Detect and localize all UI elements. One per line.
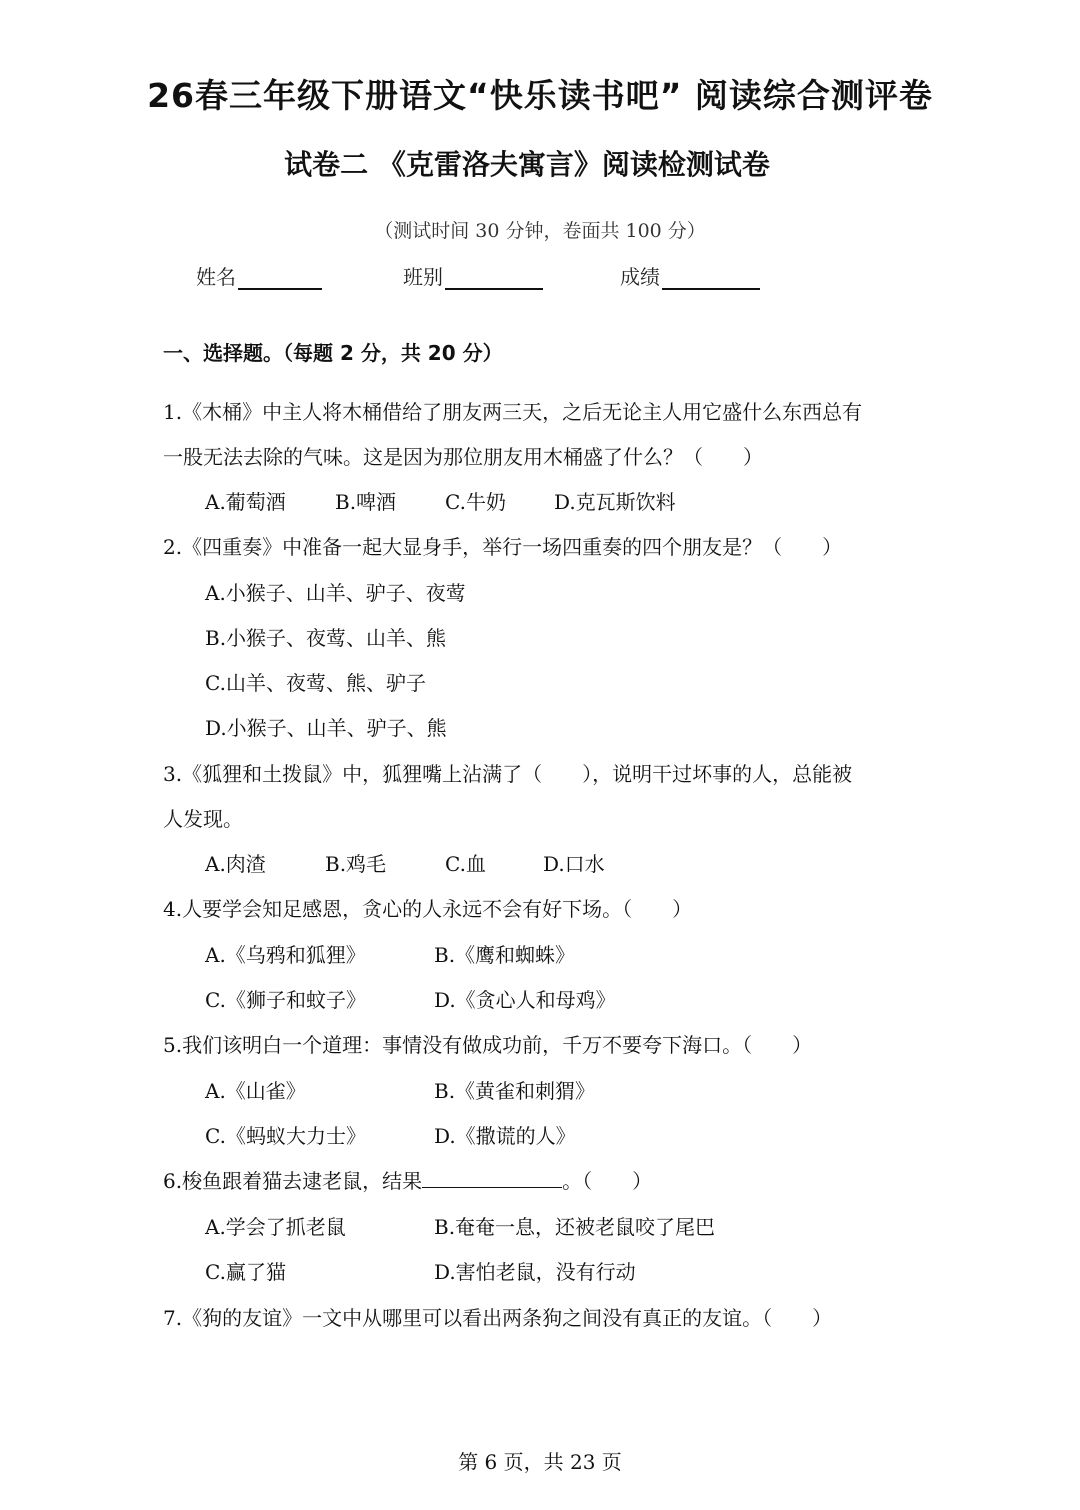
score-field[interactable] — [620, 261, 760, 290]
q6-option-b[interactable]: B.奄奄一息，还被老鼠咬了尾巴 — [434, 1215, 716, 1239]
q5-option-d[interactable]: D.《撒谎的人》 — [434, 1124, 576, 1148]
q6-option-d[interactable]: D.害怕老鼠，没有行动 — [434, 1260, 636, 1284]
question-1-line-1: 1.《木桶》中主人将木桶借给了朋友两三天，之后无论主人用它盛什么东西总有 — [163, 400, 863, 424]
name-label: 姓名 — [196, 265, 236, 289]
question-3-line-1: 3.《狐狸和土拨鼠》中，狐狸嘴上沾满了（ ），说明干过坏事的人，总能被 — [163, 762, 853, 786]
q3-option-d[interactable]: D.口水 — [543, 852, 605, 876]
q2-option-d[interactable]: D.小猴子、山羊、驴子、熊 — [205, 716, 447, 740]
exam-note: （测试时间 30 分钟，卷面共 100 分） — [374, 220, 706, 242]
q2-option-c[interactable]: C.山羊、夜莺、熊、驴子 — [205, 671, 426, 695]
question-6-line-1 — [163, 1165, 652, 1194]
class-blank[interactable] — [445, 264, 543, 290]
page-title: 26春三年级下册语文“快乐读书吧” 阅读综合测评卷 — [147, 76, 933, 115]
q6-option-c[interactable]: C.赢了猫 — [205, 1260, 286, 1284]
q2-option-b[interactable]: B.小猴子、夜莺、山羊、熊 — [205, 626, 447, 650]
q4-option-c[interactable]: C.《狮子和蚊子》 — [205, 988, 366, 1012]
q6-fill-blank[interactable] — [422, 1167, 562, 1188]
q5-option-a[interactable]: A.《山雀》 — [205, 1079, 306, 1103]
q6-text-after: 。（ ） — [562, 1169, 653, 1193]
question-1-line-2: 一股无法去除的气味。这是因为那位朋友用木桶盛了什么？（ ） — [163, 445, 763, 469]
q5-option-c[interactable]: C.《蚂蚁大力士》 — [205, 1124, 366, 1148]
q1-option-c[interactable]: C.牛奶 — [445, 490, 506, 514]
q4-option-b[interactable]: B.《鹰和蜘蛛》 — [434, 943, 576, 967]
q1-option-a[interactable]: A.葡萄酒 — [205, 490, 286, 514]
question-4-line-1: 4.人要学会知足感恩，贪心的人永远不会有好下场。（ ） — [163, 897, 693, 921]
question-7-line-1: 7.《狗的友谊》一文中从哪里可以看出两条狗之间没有真正的友谊。（ ） — [163, 1306, 833, 1330]
question-3-line-2: 人发现。 — [163, 807, 243, 831]
score-blank[interactable] — [662, 264, 760, 290]
q1-option-b[interactable]: B.啤酒 — [335, 490, 397, 514]
score-label: 成绩 — [620, 265, 660, 289]
name-blank[interactable] — [238, 264, 322, 290]
q2-option-a[interactable]: A.小猴子、山羊、驴子、夜莺 — [205, 581, 466, 605]
exam-subtitle: 试卷二 《克雷洛夫寓言》阅读检测试卷 — [284, 148, 770, 181]
q4-option-a[interactable]: A.《乌鸦和狐狸》 — [205, 943, 366, 967]
q4-option-d[interactable]: D.《贪心人和母鸡》 — [434, 988, 616, 1012]
q3-option-a[interactable]: A.肉渣 — [205, 852, 266, 876]
question-2-line-1: 2.《四重奏》中准备一起大显身手，举行一场四重奏的四个朋友是？（ ） — [163, 535, 843, 559]
q6-option-a[interactable]: A.学会了抓老鼠 — [205, 1215, 346, 1239]
q1-option-d[interactable]: D.克瓦斯饮料 — [554, 490, 676, 514]
name-field[interactable] — [196, 261, 322, 290]
question-5-line-1: 5.我们该明白一个道理：事情没有做成功前，千万不要夸下海口。（ ） — [163, 1033, 813, 1057]
page-number: 第 6 页，共 23 页 — [458, 1450, 622, 1474]
q6-text-before: 6.梭鱼跟着猫去逮老鼠，结果 — [163, 1169, 423, 1193]
q5-option-b[interactable]: B.《黄雀和刺猬》 — [434, 1079, 596, 1103]
q3-option-b[interactable]: B.鸡毛 — [325, 852, 387, 876]
class-field[interactable] — [403, 261, 543, 290]
student-info-row — [0, 261, 1080, 293]
q3-option-c[interactable]: C.血 — [445, 852, 486, 876]
section-heading: 一、选择题。（每题 2 分，共 20 分） — [163, 341, 503, 365]
class-label: 班别 — [403, 265, 443, 289]
